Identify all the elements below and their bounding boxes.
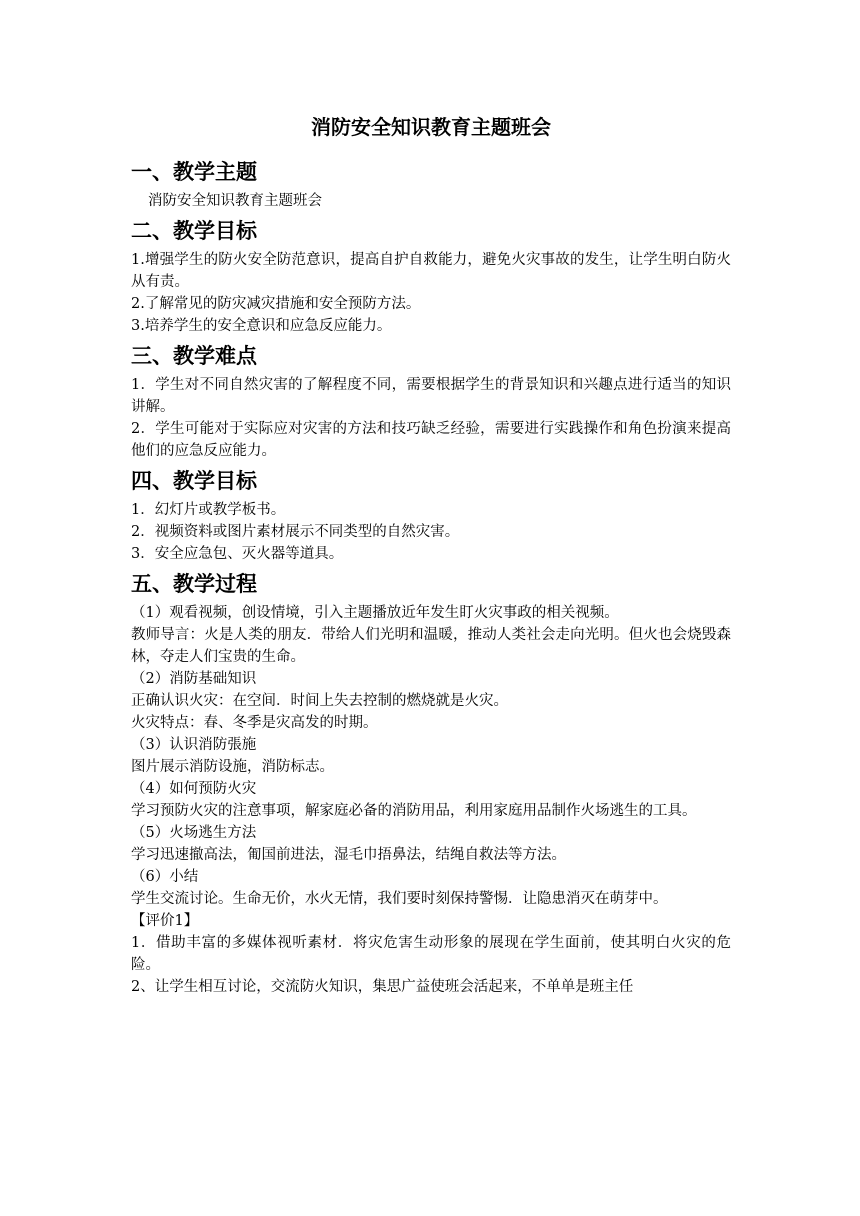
evaluation-label: 【评价1】 <box>131 913 199 929</box>
section-4-item: 1．幻灯片或教学板书。 <box>131 502 286 518</box>
process-text: 学习迅速撤高法，匍国前进法，湿毛巾捂鼻法，结绳自救法等方法。 <box>131 847 566 863</box>
section-3-item: 1．学生对不同自然灾害的了解程度不同，需要根据学生的背景知识和兴趣点进行适当的知识讲解。 <box>131 377 731 415</box>
section-4-heading: 四、教学目标 <box>131 469 257 493</box>
process-text: 火灾特点：春、冬季是灾高发的时期。 <box>131 715 378 731</box>
process-step-1: （1）观看视频，创设情境，引入主题播放近年发生盯火灾事政的相关视频。 <box>131 605 619 621</box>
section-2-heading: 二、教学目标 <box>131 219 257 243</box>
process-step-4: （4）如何预防火灾 <box>131 781 257 797</box>
section-2-item: 1.增强学生的防火安全防范意识，提高自护自救能力，避免火灾事故的发生，让学生明白防火从有责。 <box>131 252 731 290</box>
process-step-2: （2）消防基础知识 <box>131 671 257 687</box>
section-2-item: 2.了解常见的防灾减灾措施和安全预防方法。 <box>131 296 421 312</box>
section-4-item: 3．安全应急包、灭火器等道具。 <box>131 546 344 562</box>
process-step-6: （6）小结 <box>131 869 199 885</box>
section-4-item: 2．视频资料或图片素材展示不同类型的自然灾害。 <box>131 524 460 540</box>
document-page <box>131 112 731 998</box>
evaluation-item: 2、让学生相互讨论，交流防火知识，集思广益使班会活起来，不单单是班主任 <box>131 979 634 995</box>
process-step-3: （3）认识消防張施 <box>131 737 257 753</box>
process-text: 学生交流讨论。生命无价，水火无情，我们要时刻保持警惕．让隐患消灭在萌芽中。 <box>131 891 668 907</box>
section-1-text: 消防安全知识教育主题班会 <box>148 193 322 209</box>
section-5-heading: 五、教学过程 <box>131 572 257 596</box>
section-3-item: 2．学生可能对于实际应对灾害的方法和技巧缺乏经验，需要进行实践操作和角色扮演来提高他们的应急反应能力。 <box>131 421 731 459</box>
evaluation-item: 1．借助丰富的多媒体视听素材．将灾危害生动形象的展现在学生面前，使其明白火灾的危险。 <box>131 935 731 973</box>
section-2-item: 3.培养学生的安全意识和应急反应能力。 <box>131 318 392 334</box>
process-text: 教师导言：火是人类的朋友．带给人们光明和温暖，推动人类社会走向光明。但火也会烧毁森林，夺走人们宝贵的生命。 <box>131 627 731 665</box>
process-step-5: （5）火场逃生方法 <box>131 825 257 841</box>
section-1-heading: 一、教学主题 <box>131 160 257 184</box>
process-text: 学习预防火灾的注意事项，解家庭必备的消防用品，利用家庭用品制作火场逃生的工具。 <box>131 803 697 819</box>
document-title: 消防安全知识教育主题班会 <box>311 115 551 139</box>
section-3-heading: 三、教学难点 <box>131 344 257 368</box>
process-text: 正确认识火灾：在空间．时间上失去控制的燃烧就是火灾。 <box>131 693 508 709</box>
process-text: 图片展示消防设施，消防标志。 <box>131 759 334 775</box>
